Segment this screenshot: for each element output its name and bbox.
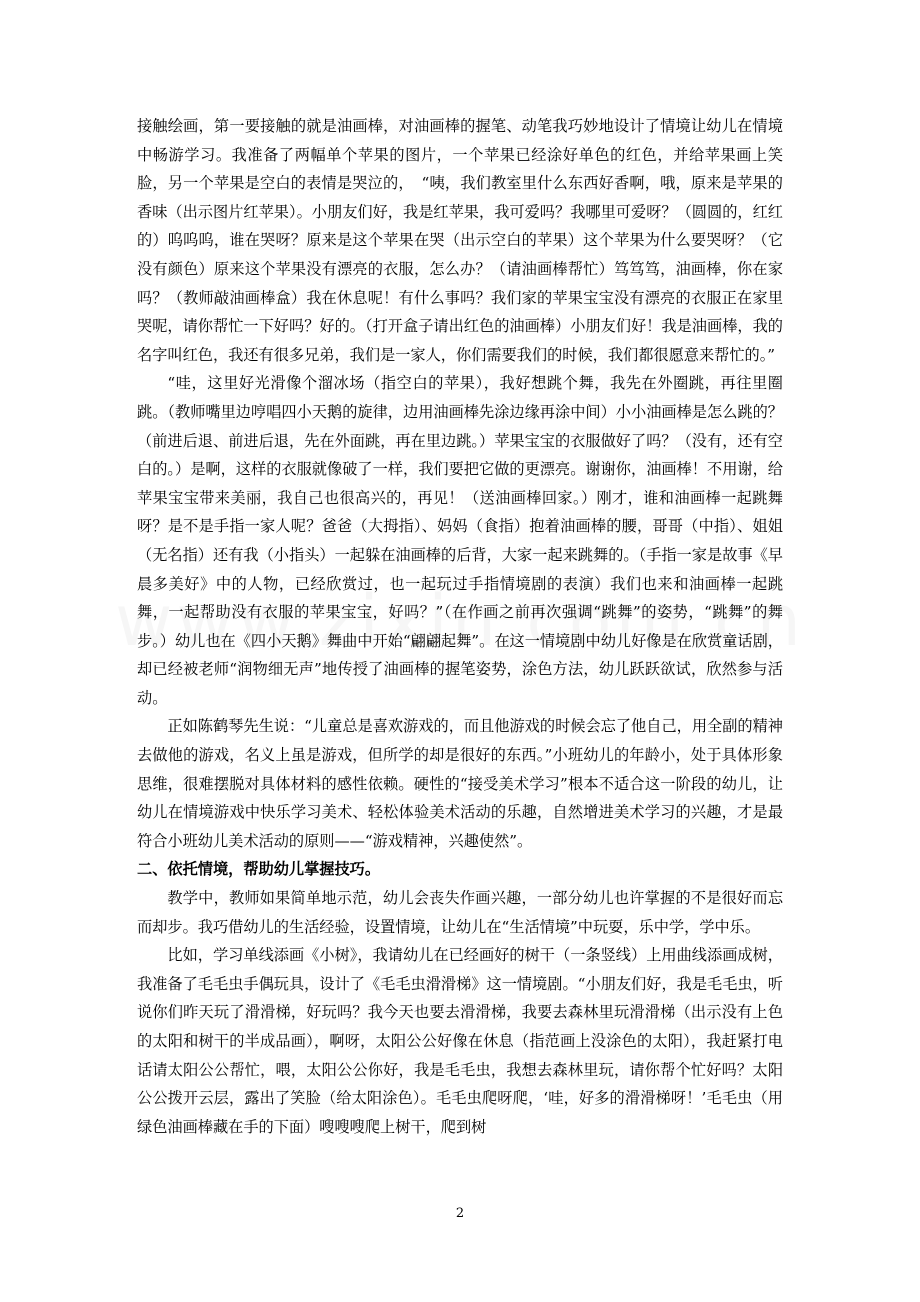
paragraph-5: 比如，学习单线添画《小树》，我请幼儿在已经画好的树干（一条竖线）上用曲线添画成树，我准备了毛毛虫手偶玩具，设计了《毛毛虫滑滑梯》这一情境剧。“小朋友们好，我是毛毛虫，听说你们昨天玩了滑滑梯，好玩吗？我今天也要去滑滑梯，我要去森林里玩滑滑梯（出示没有上色的太阳和树干的半成品画），啊呀，太阳公公好像在休息（指范画上没涂色的太阳），我赶紧打电话请太阳公公帮忙，喂，太阳公公你好，我是毛毛虫，我想去森林里玩，请你帮个忙好吗？太阳公公拨开云层，露出了笑脸（给太阳涂色）。毛毛虫爬呀爬，‘哇，好多的滑滑梯呀！’毛毛虫（用绿色油画棒藏在手的下面）嗖嗖嗖爬上树干，爬到树	[137, 946, 783, 1136]
section-heading: 二、依托情境，帮助幼儿掌握技巧。	[137, 860, 380, 879]
paragraph-3: 正如陈鹤琴先生说：“儿童总是喜欢游戏的，而且他游戏的时候会忘了他自己，用全副的精神去做他的游戏，名义上虽是游戏，但所学的却是很好的东西。”小班幼儿的年龄小，处于具体形象思维，很难摆脱对具体材料的感性依赖。硬性的“接受美术学习”根本不适合这一阶段的幼儿，让幼儿在情境游戏中快乐学习美术、轻松体验美术活动的乐趣，自然增进美术学习的兴趣，才是最符合小班幼儿美术活动的原则——“游戏精神，兴趣使然”。	[137, 717, 783, 850]
document-page	[137, 112, 783, 1141]
paragraph-1: 接触绘画，第一要接触的就是油画棒，对油画棒的握笔、动笔我巧妙地设计了情境让幼儿在情境中畅游学习。我准备了两幅单个苹果的图片，一个苹果已经涂好单色的红色，并给苹果画上笑脸，另一个苹果是空白的表情是哭泣的， “咦，我们教室里什么东西好香啊，哦，原来是苹果的香味（出示图片红苹果）。小朋友们好，我是红苹果，我可爱吗？我哪里可爱呀？（圆圆的，红红的）呜呜呜，谁在哭呀？原来是这个苹果在哭（出示空白的苹果）这个苹果为什么要哭呀？（它没有颜色）原来这个苹果没有漂亮的衣服，怎么办？（请油画棒帮忙）笃笃笃，油画棒，你在家吗？（教师敲油画棒盒）我在休息呢！有什么事吗？我们家的苹果宝宝没有漂亮的衣服正在家里哭呢，请你帮忙一下好吗？好的。（打开盒子请出红色的油画棒）小朋友们好！我是油画棒，我的名字叫红色，我还有很多兄弟，我们是一家人，你们需要我们的时候，我们都很愿意来帮忙的。”	[137, 117, 783, 364]
page-number: 2	[455, 1206, 465, 1221]
paragraph-2: “哇，这里好光滑像个溜冰场（指空白的苹果），我好想跳个舞，我先在外圈跳，再往里圈跳。（教师嘴里边哼唱四小天鹅的旋律，边用油画棒先涂边缘再涂中间）小小油画棒是怎么跳的？（前进后退、前进后退，先在外面跳，再在里边跳。）苹果宝宝的衣服做好了吗？（没有，还有空白的。）是啊，这样的衣服就像破了一样，我们要把它做的更漂亮。谢谢你，油画棒！不用谢，给苹果宝宝带来美丽，我自己也很高兴的，再见！（送油画棒回家。）刚才，谁和油画棒一起跳舞呀？是不是手指一家人呢？爸爸（大拇指）、妈妈（食指）抱着油画棒的腰，哥哥（中指）、姐姐（无名指）还有我（小指头）一起躲在油画棒的后背，大家一起来跳舞的。（手指一家是故事《早晨多美好》中的人物，已经欣赏过，也一起玩过手指情境剧的表演）我们也来和油画棒一起跳舞，一起帮助没有衣服的苹果宝宝，好吗？”（在作画之前再次强调“跳舞”的姿势，“跳舞”的舞步。）幼儿也在《四小天鹅》舞曲中开始“翩翩起舞”。在这一情境剧中幼儿好像是在欣赏童话剧，却已经被老师“润物细无声”地传授了油画棒的握笔姿势，涂色方法，幼儿跃跃欲试，欣然参与活动。	[137, 374, 783, 707]
paragraph-4: 教学中，教师如果简单地示范，幼儿会丧失作画兴趣，一部分幼儿也许掌握的不是很好而忘而却步。我巧借幼儿的生活经验，设置情境，让幼儿在“生活情境”中玩耍，乐中学，学中乐。	[137, 889, 783, 936]
